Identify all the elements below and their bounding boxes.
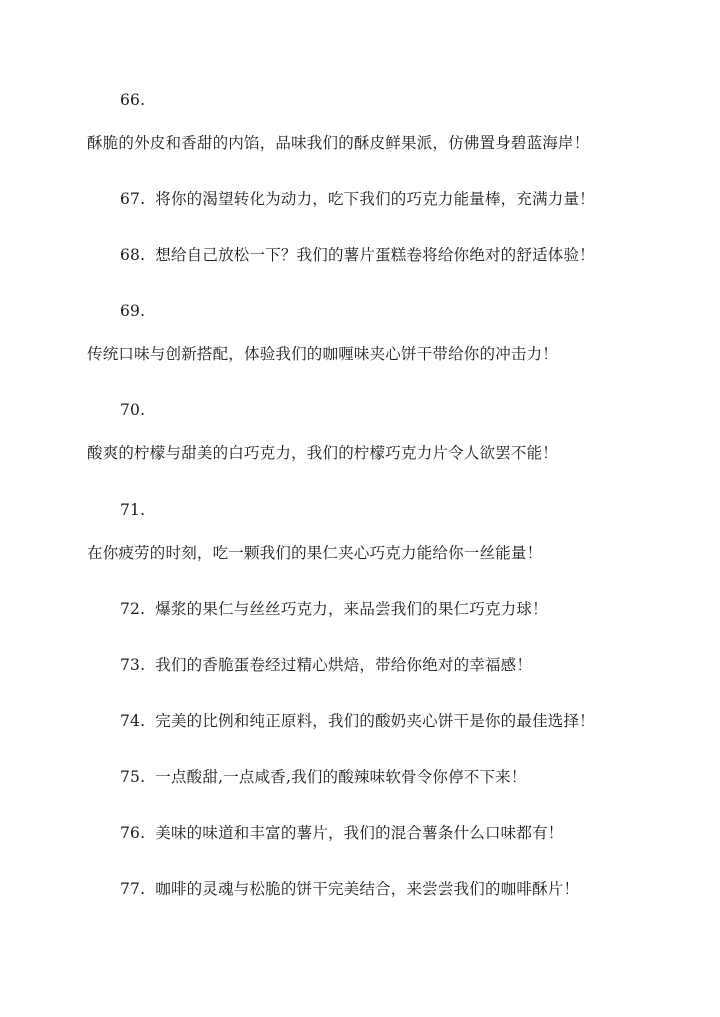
item-68-text: 想给自己放松一下？我们的薯片蛋糕卷将给你绝对的舒适体验！: [155, 246, 595, 264]
list-item-74: [120, 711, 595, 731]
item-66-text: 酥脆的外皮和香甜的内馅，品味我们的酥皮鲜果派，仿佛置身碧蓝海岸！: [87, 134, 590, 152]
item-69-text: 传统口味与创新搭配，体验我们的咖喱味夹心饼干带给你的冲击力！: [87, 345, 559, 363]
item-70-text: 酸爽的柠檬与甜美的白巧克力，我们的柠檬巧克力片令人欲罢不能！: [87, 444, 559, 462]
item-69-number: 69.: [120, 302, 146, 320]
item-76-number: 76.: [120, 824, 146, 842]
list-item-72: [120, 599, 548, 619]
item-76-text: 美味的味道和丰富的薯片，我们的混合薯条什么口味都有！: [155, 824, 564, 842]
item-75-text: 一点酸甜,一点咸香,我们的酸辣味软骨令你停不下来！: [155, 768, 527, 786]
list-item-76: [120, 823, 563, 843]
item-75-number: 75.: [120, 768, 146, 786]
item-66-number: 66.: [120, 91, 146, 109]
item-77-number: 77.: [120, 880, 146, 898]
item-70-number: 70.: [120, 401, 146, 419]
item-71-number: 71.: [120, 501, 146, 519]
list-item-67: [120, 189, 595, 209]
item-72-number: 72.: [120, 600, 146, 618]
item-67-number: 67.: [120, 190, 146, 208]
item-72-text: 爆浆的果仁与丝丝巧克力，来品尝我们的果仁巧克力球！: [155, 600, 548, 618]
item-71-text: 在你疲劳的时刻，吃一颗我们的果仁夹心巧克力能给你一丝能量！: [87, 544, 543, 562]
item-74-text: 完美的比例和纯正原料，我们的酸奶夹心饼干是你的最佳选择！: [155, 712, 595, 730]
list-item-73: [120, 655, 532, 675]
list-item-75: [120, 767, 527, 787]
list-item-77: [120, 879, 579, 899]
item-74-number: 74.: [120, 712, 146, 730]
item-67-text: 将你的渴望转化为动力，吃下我们的巧克力能量棒，充满力量！: [155, 190, 595, 208]
item-73-number: 73.: [120, 656, 146, 674]
item-73-text: 我们的香脆蛋卷经过精心烘焙，带给你绝对的幸福感！: [155, 656, 533, 674]
list-item-68: [120, 245, 595, 265]
item-68-number: 68.: [120, 246, 146, 264]
item-77-text: 咖啡的灵魂与松脆的饼干完美结合，来尝尝我们的咖啡酥片！: [155, 880, 580, 898]
